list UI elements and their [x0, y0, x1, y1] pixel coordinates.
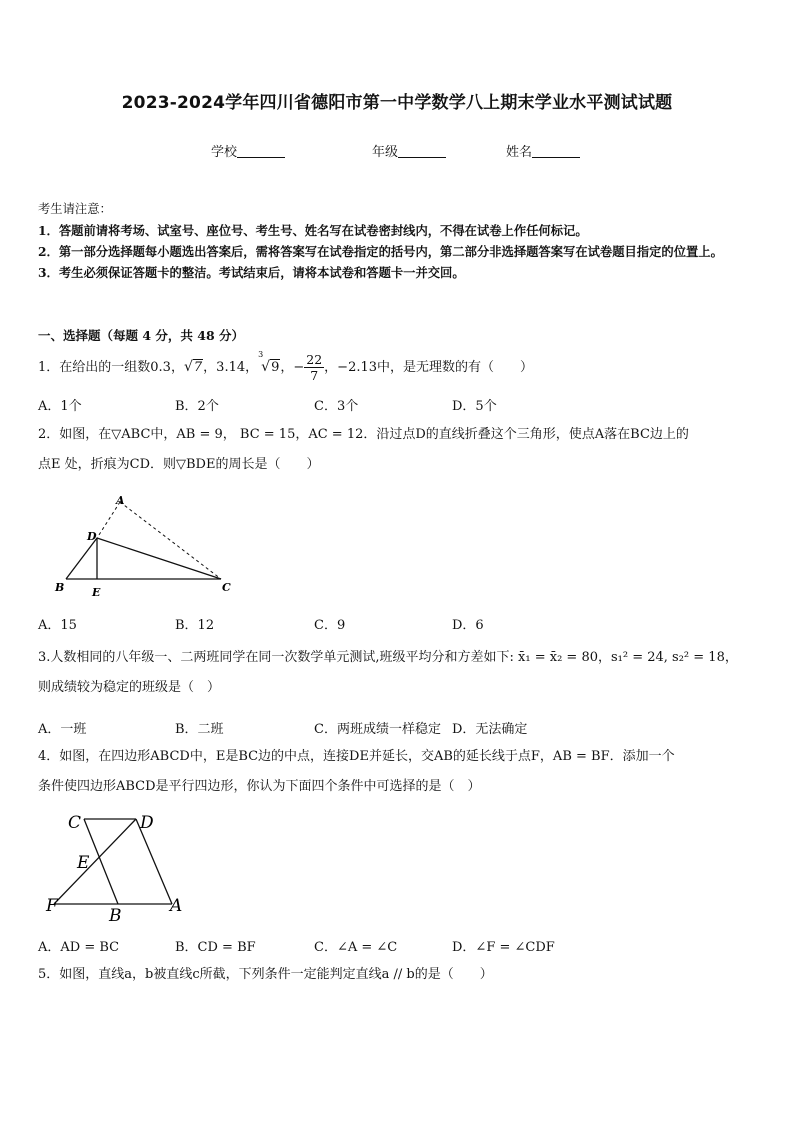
notice-item-2: 2．第一部分选择题每小题选出答案后，需将答案写在试卷指定的括号内，第二部分非选择题答案写在试卷题目指定的位置上。 — [38, 244, 723, 259]
q2-option-d[interactable]: D．6 — [452, 618, 484, 633]
notice-item-3: 3．考生必须保证答题卡的整洁。考试结束后，请将本试卷和答题卡一并交回。 — [38, 265, 465, 280]
q4-label-e: E — [77, 853, 90, 873]
q2-fold-line-ad — [97, 502, 120, 538]
school-blank[interactable] — [237, 144, 285, 158]
q1-options — [38, 395, 762, 415]
q4-label-d: D — [140, 813, 154, 833]
q3-option-d[interactable]: D．无法确定 — [452, 722, 528, 737]
grade-label: 年级 — [372, 145, 399, 160]
q2-label-e: E — [92, 586, 101, 599]
name-field[interactable] — [506, 141, 580, 160]
notice-item-1: 1．答题前请将考场、试室号、座位号、考生号、姓名写在试卷密封线内，不得在试卷上作任何标记。 — [38, 223, 588, 238]
q1-sqrt7: √7 — [183, 359, 203, 375]
q2-triangle-figure — [50, 490, 240, 602]
q2-side-db — [66, 538, 97, 579]
question-4 — [38, 742, 762, 802]
q1-option-a[interactable]: A．1个 — [38, 399, 82, 414]
q1-neg-fraction: − $\frac{22}{7}$ — [293, 352, 323, 383]
q1-pi-approx: 3.14 — [216, 360, 246, 375]
q2-option-c[interactable]: C．9 — [314, 618, 346, 633]
exam-title: 2023-2024学年四川省德阳市第一中学数学八上期末学业水平测试试题 — [121, 93, 673, 113]
q4-options — [38, 936, 762, 956]
question-2 — [38, 420, 762, 480]
q3-option-a[interactable]: A．一班 — [38, 722, 87, 737]
q1-suffix: ，−2.13中，是无理数的有（ ） — [324, 360, 534, 375]
q4-label-f: F — [46, 896, 58, 916]
notice-heading: 考生请注意： — [38, 202, 112, 216]
q1-option-c[interactable]: C．3个 — [314, 399, 359, 414]
q2-line-2: 点E 处，折痕为CD．则▽BDE的周长是（ ） — [38, 457, 320, 472]
grade-field[interactable] — [372, 141, 446, 160]
name-blank[interactable] — [532, 144, 580, 158]
q3-option-c[interactable]: C．两班成绩一样稳定 — [314, 722, 441, 737]
question-3 — [38, 643, 762, 703]
q1-cbrt9: 3 √9 — [258, 350, 280, 375]
school-field[interactable] — [211, 141, 285, 160]
notice-block — [38, 199, 760, 283]
q2-label-d: D — [87, 530, 97, 543]
q4-label-c: C — [68, 813, 82, 833]
q4-line-1: 4．如图，在四边形ABCD中，E是BC边的中点，连接DE并延长，交AB的延长线于点F，AB = BF．添加一个 — [38, 749, 675, 764]
school-label: 学校 — [211, 145, 238, 160]
q2-option-b[interactable]: B．12 — [175, 618, 215, 633]
q2-label-b: B — [55, 581, 65, 594]
q1-option-b[interactable]: B．2个 — [175, 399, 219, 414]
q2-label-c: C — [222, 581, 231, 594]
q3-option-b[interactable]: B．二班 — [175, 722, 224, 737]
name-label: 姓名 — [506, 145, 533, 160]
grade-blank[interactable] — [398, 144, 446, 158]
q4-option-b[interactable]: B．CD = BF — [175, 940, 256, 955]
q4-option-c[interactable]: C．∠A = ∠C — [314, 940, 398, 955]
q4-option-a[interactable]: A．AD = BC — [38, 940, 120, 955]
q2-fold-line-ac — [120, 502, 221, 579]
q2-line-1: 2．如图，在▽ABC中，AB = 9， BC = 15，AC = 12．沿过点D的直线折叠这个三角形，使点A落在BC边上的 — [38, 427, 689, 442]
q4-option-d[interactable]: D．∠F = ∠CDF — [452, 940, 555, 955]
q3-line-1: 3.人数相同的八年级一、二两班同学在同一次数学单元测试,班级平均分和方差如下: x̄₁ = x̄₂ = 80，s₁² = 24, s₂² = 18， — [38, 650, 738, 665]
q3-options — [38, 718, 762, 738]
question-5 — [38, 960, 762, 990]
q5-line-1: 5．如图，直线a，b被直线c所截，下列条件一定能判定直线a // b的是（ ） — [38, 967, 493, 982]
q4-label-a: A — [170, 896, 183, 916]
q2-option-a[interactable]: A．15 — [38, 618, 77, 633]
q1-prefix: 1．在给出的一组数0.3， — [38, 360, 184, 375]
q4-line-df — [54, 819, 136, 904]
q2-options — [38, 614, 762, 634]
q2-label-a: A — [116, 494, 125, 507]
q1-option-d[interactable]: D．5个 — [452, 399, 497, 414]
q2-crease-dc — [97, 538, 221, 579]
q3-line-2: 则成绩较为稳定的班级是（ ） — [38, 680, 221, 695]
q4-quadrilateral-figure — [44, 808, 194, 928]
q4-label-b: B — [109, 906, 122, 926]
question-1: 1．在给出的一组数0.3，√7，3.14， 3 √9，− $\frac{22}{7}$ ，−2.13中，是无理数的有（ ） — [38, 350, 534, 383]
q4-line-2: 条件使四边形ABCD是平行四边形，你认为下面四个条件中可选择的是（ ） — [38, 779, 481, 794]
section-title: 一、选择题（每题 4 分，共 48 分） — [38, 328, 245, 343]
